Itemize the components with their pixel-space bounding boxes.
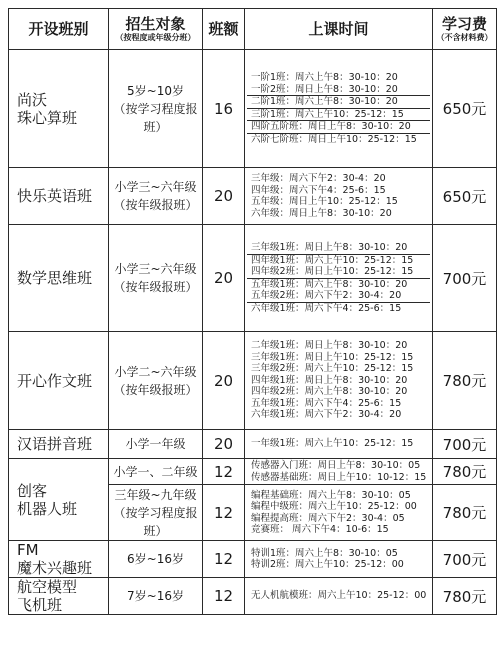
time-group [247,121,430,134]
class-name-cell [9,541,109,578]
time-slot: 编程提高班：周六下午2：30-4：05 [251,512,405,524]
time-slot: 六年级1班：周六下午2：30-4：20 [251,409,402,421]
class-name-cell [9,430,109,459]
enroll-target-line: 小学三~六年级 [114,262,197,276]
schedule-time-cell [245,50,433,168]
time-group [247,255,430,279]
class-name-line: 开心作文班 [17,371,93,390]
class-name-cell [9,459,109,541]
header-time: 上课时间 [245,9,433,50]
time-slot: 编程中级班：周六上午10：25-12：00 [251,501,417,512]
enroll-target-line: 三年级~九年级 [114,487,197,502]
time-group [247,109,430,122]
fee-cell: 780元 [433,459,497,485]
time-group [247,438,430,450]
time-slot: 五年级1班：周六下午4：25-6：15 [251,397,402,409]
time-group [247,173,430,219]
schedule-time-cell [245,485,433,541]
class-name-line: 快乐英语班 [17,187,93,205]
time-slot: 三年级1班：周日上午10：25-12：15 [251,351,414,363]
enroll-target-line: （按年级报班） [113,382,198,397]
time-slot: 传感器基础班：周日上午10：10-12：15 [251,471,427,483]
time-group [247,134,430,146]
fee-cell: 780元 [433,332,497,430]
enroll-target-line: 5岁~10岁 [127,83,184,98]
time-slot: 五年级2班：周六下午2：30-4：20 [251,290,402,301]
enroll-target-cell [109,578,203,615]
quota-cell: 12 [203,578,245,615]
time-slot: 特训2班：周六上午10：25-12：00 [251,559,404,570]
time-slot: 四年级1班：周日上午8：30-10：20 [251,374,408,386]
class-name-line: FM [17,541,39,559]
enroll-target-cell [109,485,203,541]
time-slot: 三阶1班：周六上午10：25-12：15 [251,108,404,120]
time-slot: 五年级1班：周六上午8：30-10：20 [251,278,408,290]
time-slot: 竞赛班： 周六下午4：10-6：15 [251,524,389,535]
enroll-target-line: 小学一、二年级 [113,464,198,479]
time-group [247,303,430,315]
class-name-cell [9,332,109,430]
schedule-time-cell [245,578,433,615]
class-name-line: 尚沃 [17,90,48,109]
enroll-target-cell [109,225,203,332]
table-row [9,225,497,332]
quota-cell: 12 [203,541,245,578]
time-slot: 传感器入门班：周日上午8：30-10：05 [251,460,421,471]
time-slot: 四阶五阶班：周日上午8：30-10：20 [251,121,411,132]
header-quota: 班额 [203,9,245,50]
time-group [247,548,430,571]
schedule-time-cell [245,459,433,485]
fee-cell: 650元 [433,50,497,168]
class-name-line: 机器人班 [17,499,78,518]
time-group [247,460,430,483]
enroll-target-line: 小学三~六年级 [114,180,197,194]
enroll-target-line: 小学二~六年级 [114,364,197,379]
time-slot: 三年级2班：周六上午10：25-12：15 [251,363,414,375]
quota-cell: 12 [203,485,245,541]
class-name-line: 航空模型 [17,578,78,596]
time-slot: 四年级：周六下午4：25-6：15 [251,184,386,196]
class-name-line: 珠心算班 [17,108,78,127]
enroll-target-line: （按年级报班） [113,198,198,212]
class-name-cell [9,578,109,615]
class-name-cell [9,50,109,168]
class-name-cell [9,225,109,332]
enroll-target-line: 6岁~16岁 [127,552,184,566]
enroll-target-cell [109,50,203,168]
time-slot: 特训1班：周六上午8：30-10：05 [251,547,398,559]
time-slot: 四年级2班：周六上午8：30-10：20 [251,386,408,398]
time-slot: 二阶1班：周六上午8：30-10：20 [251,96,398,107]
fee-cell: 780元 [433,485,497,541]
fee-cell: 700元 [433,430,497,459]
time-group [247,490,430,536]
time-group [247,340,430,421]
schedule-time-cell [245,430,433,459]
class-name-line: 创客 [17,481,48,500]
time-slot: 四年级1班：周六上午10：25-12：15 [251,254,414,266]
time-group [247,279,430,303]
class-name-cell [9,168,109,225]
quota-cell: 20 [203,225,245,332]
table-row [9,430,497,459]
time-slot: 六阶七阶班：周日上午10：25-12：15 [251,133,417,145]
time-slot: 六年级：周日上午8：30-10：20 [251,207,392,219]
table-row [9,541,497,578]
quota-cell: 16 [203,50,245,168]
schedule-body [9,50,497,615]
quota-cell: 20 [203,168,245,225]
class-name-line: 飞机班 [17,596,63,614]
time-slot: 三年级：周六下午2：30-4：20 [251,173,386,184]
schedule-time-cell [245,225,433,332]
quota-cell: 12 [203,459,245,485]
header-enroll-target: 招生对象 （按程度或年级分班） [109,9,203,50]
table-row [9,578,497,615]
time-slot: 一年级1班：周六上午10：25-12：15 [251,438,414,450]
time-slot: 无人机航模班：周六上午10：25-12：00 [251,590,427,602]
enroll-target-cell [109,332,203,430]
course-schedule-table [8,8,497,615]
enroll-target-cell [109,459,203,485]
time-group [247,96,430,109]
fee-cell: 700元 [433,541,497,578]
time-group [247,242,430,255]
quota-cell: 20 [203,430,245,459]
time-slot: 一阶1班：周六上午8：30-10：20 [251,72,398,83]
schedule-time-cell [245,168,433,225]
time-slot: 一阶2班：周日上午8：30-10：20 [251,83,398,95]
enroll-target-line: 小学一年级 [125,437,186,451]
table-row [9,332,497,430]
time-slot: 二年级1班：周日上午8：30-10：20 [251,340,408,352]
time-slot: 编程基础班：周六上午8：30-10：05 [251,489,411,501]
fee-cell: 700元 [433,225,497,332]
time-slot: 四年级2班：周日上午10：25-12：15 [251,266,414,277]
header-class-type: 开设班别 [9,9,109,50]
header-row [9,9,497,50]
quota-cell: 20 [203,332,245,430]
class-name-line: 汉语拼音班 [17,435,93,453]
time-slot: 五年级：周日上午10：25-12：15 [251,196,398,207]
enroll-target-cell [109,168,203,225]
class-name-line: 数学思维班 [17,269,93,287]
fee-cell: 650元 [433,168,497,225]
enroll-target-cell [109,430,203,459]
schedule-time-cell [245,332,433,430]
enroll-target-line: （按学习程度报班） [113,101,198,134]
enroll-target-cell [109,541,203,578]
fee-cell: 780元 [433,578,497,615]
schedule-time-cell [245,541,433,578]
header-fee: 学习费 （不含材料费） [433,9,497,50]
table-row [9,459,497,485]
table-row [9,168,497,225]
time-group [247,590,430,602]
enroll-target-line: （按年级报班） [113,280,198,294]
enroll-target-line: （按学习程度报班） [113,505,198,538]
time-slot: 六年级1班：周六下午4：25-6：15 [251,302,402,314]
time-group [247,72,430,96]
table-row [9,50,497,168]
time-slot: 三年级1班：周日上午8：30-10：20 [251,242,408,253]
class-name-line: 魔术兴趣班 [17,559,93,577]
enroll-target-line: 7岁~16岁 [127,589,184,603]
